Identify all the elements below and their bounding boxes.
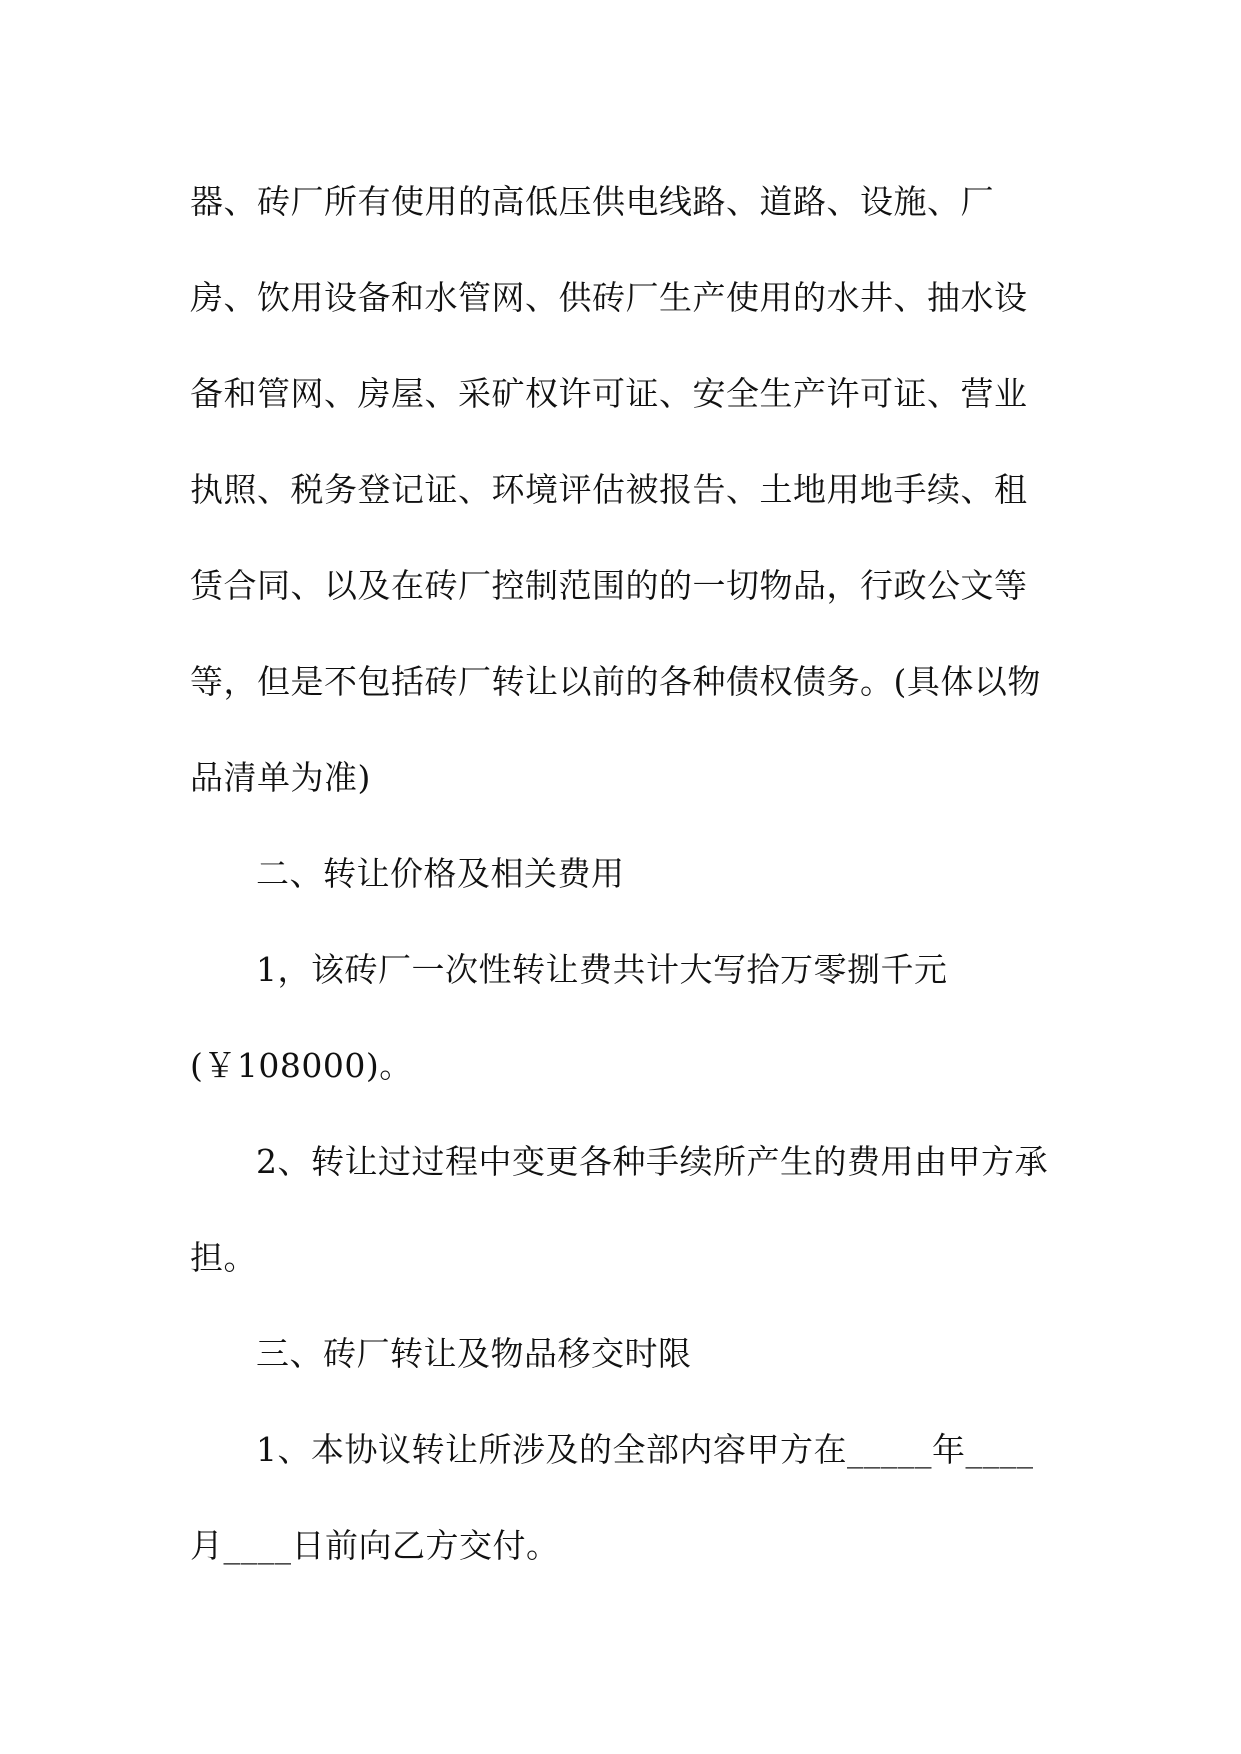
text-line: 赁合同、以及在砖厂控制范围的的一切物品，行政公文等	[190, 566, 1028, 605]
section-heading: 二、转让价格及相关费用	[256, 854, 625, 893]
text-line: 2、转让过过程中变更各种手续所产生的费用由甲方承	[256, 1142, 1048, 1181]
text-line: 等，但是不包括砖厂转让以前的各种债权债务。(具体以物	[190, 662, 1041, 701]
text-line: 房、饮用设备和水管网、供砖厂生产使用的水井、抽水设	[190, 278, 1028, 317]
text-line: (￥108000)。	[190, 1046, 413, 1085]
text-line: 担。	[190, 1238, 257, 1277]
text-line: 备和管网、房屋、采矿权许可证、安全生产许可证、营业	[190, 374, 1028, 413]
text-line: 1，该砖厂一次性转让费共计大写拾万零捌千元	[256, 950, 948, 989]
text-line: 执照、税务登记证、环境评估被报告、土地用地手续、租	[190, 470, 1028, 509]
text-line: 1、本协议转让所涉及的全部内容甲方在_____年____	[256, 1430, 1034, 1469]
text-line: 品清单为准)	[190, 758, 371, 797]
text-line: 器、砖厂所有使用的高低压供电线路、道路、设施、厂	[190, 182, 994, 221]
section-heading: 三、砖厂转让及物品移交时限	[256, 1334, 692, 1373]
text-line: 月____日前向乙方交付。	[190, 1526, 560, 1565]
